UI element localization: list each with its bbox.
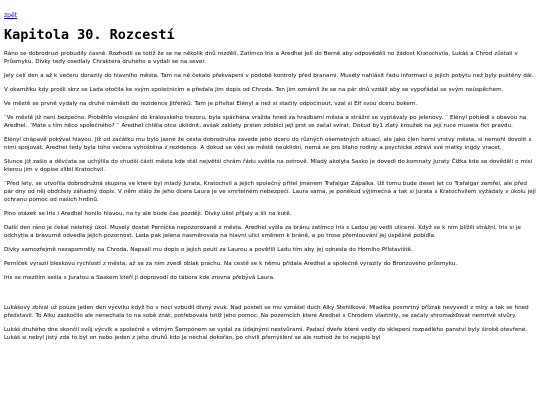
paragraph: Perníček vyrazil bleskovu rychlostí z města, až se za ním zvedl oblak prachu. Na cestě se k němu přidala Aredhel a společně vyrazily do Bronzového průsmyku. — [4, 261, 458, 268]
page — [4, 2, 536, 349]
paragraph: Ráno se dobrodruzi probudily časně. Rozhodli se totiž že se ne několik dnů rozdělí. Zatímco Iris a Aredhel jeli do Berně aby odpověděli no žádost Kratochvila, Lukáš a Chrod zůstali v Průsmyku. Dívky tedy osedlaly Chraktera druhého a vydali se na sever. — [4, 51, 518, 65]
paragraph: ¨Ve městě již není bezpečno. Proběhlo vloupání do královského trezoru, byla spáchána vražda hned za hradbami města a strážní se vyptávaly po jelenovy. ¨ Elényl pohlédl s obavou na Aredhel. ¨Máte s tím něco společného? ¨ Aredhel chtěla otce uklidnit, avšak zaklety prsten zdobící její prst se začal svírat. Dokud by1 zlatý kroužek na její ruce musela říct pravdu. — [4, 115, 527, 130]
paragraph: Elényl chápavě pokýval hlavou. Již od začátku mu bylo jasné že cesta dobrodruha zavede jeho dceru do různých ošemetných situací, ale jako člen horní vrstvy města, si nemohl dovolit s nimi spojovat. Aredhel tedy byla toho večera vyhoštěna z rezidence. A dokud se věci ve městě neuklidní, nemá se pro blaho rodiny a psychické zdraví své matky ingdy vracet. — [4, 137, 532, 152]
paragraph: Slunce již zašlo a děvčata se uchýlila do chudší části města kde stál největší chrám řádu světla na ostrově. Mladý akolyta Sasko je dovedl do komnaty Juraty Čížka kde se dověděli o misi kterou jim v dopise slibil Kratochvil. — [4, 159, 533, 174]
paragraph: Jely celí den a až k večeru dorazily do hlavního města. Tam na ně čekalo překvapení v podobě kontroly před branami. Musely nahlásit řadu informací o jejích pobytu než byly puštěny dál. — [4, 73, 534, 79]
chapter-content — [4, 51, 536, 343]
paragraph: Lukášovy zbíval už pouze jeden den výcviku když ho v noci vzbudil divný zvuk. Nad postelí se mu vznášel duch Alky Stehlíkové. Mladika posmrtný přízrak nevyvedl z míry a tak se hned představil. To Alku zaskočilo ale nenechala to na sobě znát, potřebovala totiž jeho pomoc. Na pozemcích které Aredhel s Chrodem vlastnily, se začaly shromažďovat nemrtvé stvůry. — [4, 305, 529, 320]
paragraph: Dívky samozřejmě nezapomněly na Chroda, Napsali mu dopis o jejich pouti za Laurou a pověřili Ladu tím aby jej odnesla do Horního Přístaviště. — [4, 247, 413, 254]
paragraph: Pino otázek se Iris i Aredhel honilo hlavou, na ty ale bude čas později. Dívky úkol přijaly a šli na kutě. — [4, 211, 292, 218]
paragraph: Ve městě se prvně vydaly na druhé náměstí do rezidence Jitřenků. Tam je přivítal Elényl a než si stačily odpočinout, vzal si Elf svou dceru bokem. — [4, 101, 418, 108]
paragraph: V okamžiku kdy prošli skrz se Lada otočila ke svým společnicím a předala jim dopis od Chroda. Ten jim oznámil že se na pár dnů vzdálí aby se vypořádal se svým neúspěchem. — [4, 87, 504, 94]
paragraph: Iris se mezitím sešla s Juratou a Saskem kteří ji doprovodí do tábora kde zrovna přebývá Laura. — [4, 275, 275, 282]
paragraph: Další den ráno je čekal nelehký úkol. Musely dostat Perníčka nepozorovaně z města. Aredhel vyšla za bránu zatímco Iris s Ladou jej vedli ulicemi. Když se k ním blížili strážní, Iris si je odchytla a bravurně odvedla jejich pozornost. Lada pak jelena nasměrovala na hlavní ulici směrem k bráně, a po trose přemlouvání jej úspěšně pobídla. — [4, 225, 521, 240]
chapter-title: Kapitola 30. Rozcestí — [4, 27, 175, 43]
back-link[interactable]: zpět — [4, 12, 18, 19]
paragraph: Lukáš druhého dne skončil svůj výcvik a společně s věrným Šampónem se vydal za údajnými nestvůrami. Padací dveře které vedly do sklepení rozpadlého panství byly širokě otevřené. Lukáš si nebyl jistý zda to byl on nebo jeden z jeho druhů kdo je nechal dokořán, po chvíli přemýšlení se ale rozhod že to nejspíš byl — [4, 327, 528, 342]
paragraph: ¨Před lety, se utvořila dobrodružná skupina ve které byl mladý Jurata, Kratochvil a jejich společný přítel jménem Trafalgar Zápalka. Už tomu bude deset let co Trafalgar zemřel, ale před pár dny od něj obdržely záhadný dopis. V něm stálo že jeho dcera Laura je ve smrtelném nebezpečí. Laura sama, je poněkud výjimečná a tak si Jurata s Kratochvílem vyžádaly v úkolu její ochranu pomoc od našich hrdinů. — [4, 181, 536, 204]
